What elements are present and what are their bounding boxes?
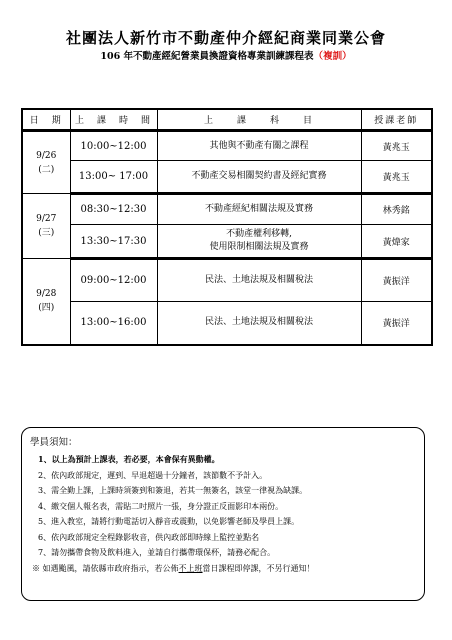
schedule-table <box>21 108 433 346</box>
notice-item: 4、繳交個人報名表，需貼二吋照片一張，身分證正反面影印本兩份。 <box>38 501 284 511</box>
teacher-cell: 黃兆玉 <box>361 131 432 161</box>
table-row <box>22 225 432 259</box>
header-time: 上 課 時 間 <box>70 109 157 131</box>
subtitle-main: 106 年不動產經紀營業員換證資格專業訓練課程表 <box>100 51 314 62</box>
time-cell: 08:30~12:30 <box>70 194 157 225</box>
date-label: 9/27 <box>36 214 57 224</box>
notice-item: 3、需全勤上課，上課時須簽到和簽退，若其一無簽名，該堂一律視為缺課。 <box>38 486 308 495</box>
header-course: 上 課 科 目 <box>157 109 361 131</box>
course-line: 使用限制相關法規及實務 <box>209 242 309 252</box>
teacher-cell: 林秀銘 <box>361 194 432 225</box>
weekday-label: (二) <box>38 164 55 175</box>
notice-item: 6、依內政部規定全程錄影收音，供內政部即時線上監控並點名 <box>38 532 260 542</box>
teacher-cell: 黃兆玉 <box>361 161 432 194</box>
weekday-label: (三) <box>38 228 55 238</box>
page-subtitle <box>0 48 452 62</box>
time-cell: 13:00~16:00 <box>70 302 157 345</box>
course-line: 民法、土地法規及相關稅法 <box>204 317 313 328</box>
time-cell: 10:00~12:00 <box>70 131 157 161</box>
note-text: ※ 如遇颱風，請依縣市政府指示，若公佈 <box>32 563 179 573</box>
course-line: 不動產交易相關契約書及經紀實務 <box>191 171 327 181</box>
table-row <box>22 161 432 194</box>
date-label: 9/28 <box>36 289 57 300</box>
notice-item: 1、以上為預計上課表，若必要，本會保有異動權。 <box>38 454 220 464</box>
course-line: 不動產經紀相關法規及實務 <box>204 204 313 214</box>
date-label: 9/26 <box>36 150 57 161</box>
subtitle-tag: 複訓 <box>323 51 343 62</box>
table-header-row <box>22 109 432 131</box>
date-cell <box>22 259 70 345</box>
table-row <box>22 259 432 302</box>
notice-item: 5、進入教室，請將行動電話切入靜音或震動，以免影響老師及學員上課。 <box>38 517 300 526</box>
subtitle-open-paren: （ <box>313 51 324 62</box>
notice-item: 2、依內政部規定，遲到、早退超過十分鐘者，該節數不予計入。 <box>38 470 268 480</box>
table-row <box>22 302 432 345</box>
page-title: 社團法人新竹市不動產仲介經紀商業同業公會 <box>65 29 386 47</box>
course-cell <box>157 302 361 345</box>
course-cell <box>157 131 361 161</box>
course-line: 民法、土地法規及相關稅法 <box>204 275 313 285</box>
header-teacher: 授課老師 <box>361 109 432 131</box>
note-underlined: 不上班 <box>178 563 203 573</box>
teacher-cell: 黃煒家 <box>361 225 432 259</box>
course-line: 其他與不動產有關之課程 <box>209 140 309 151</box>
notice-title: 學員須知： <box>30 437 78 448</box>
notice-list <box>32 452 315 576</box>
date-cell <box>22 194 70 259</box>
note-text: 當日課程即停課，不另行通知！ <box>202 563 315 573</box>
time-cell: 09:00~12:00 <box>70 259 157 302</box>
table-row <box>22 131 432 161</box>
course-cell <box>157 161 361 194</box>
teacher-cell: 黃振洋 <box>361 302 432 345</box>
course-cell <box>157 259 361 302</box>
typhoon-note <box>32 561 315 577</box>
course-line: 不動產權利移轉, <box>226 229 292 239</box>
time-cell: 13:30~17:30 <box>70 225 157 259</box>
course-cell <box>157 194 361 225</box>
weekday-label: (四) <box>38 303 55 314</box>
notice-item: 7、請勿攜帶食物及飲料進入，並請自行攜帶環保杯，請務必配合。 <box>38 548 276 557</box>
table-row <box>22 194 432 225</box>
teacher-cell: 黃振洋 <box>361 259 432 302</box>
time-cell: 13:00~ 17:00 <box>70 161 157 194</box>
subtitle-close-paren: ） <box>342 51 352 62</box>
date-cell <box>22 131 70 194</box>
header-date: 日 期 <box>22 109 70 131</box>
notice-box <box>21 427 425 601</box>
course-cell <box>157 225 361 259</box>
